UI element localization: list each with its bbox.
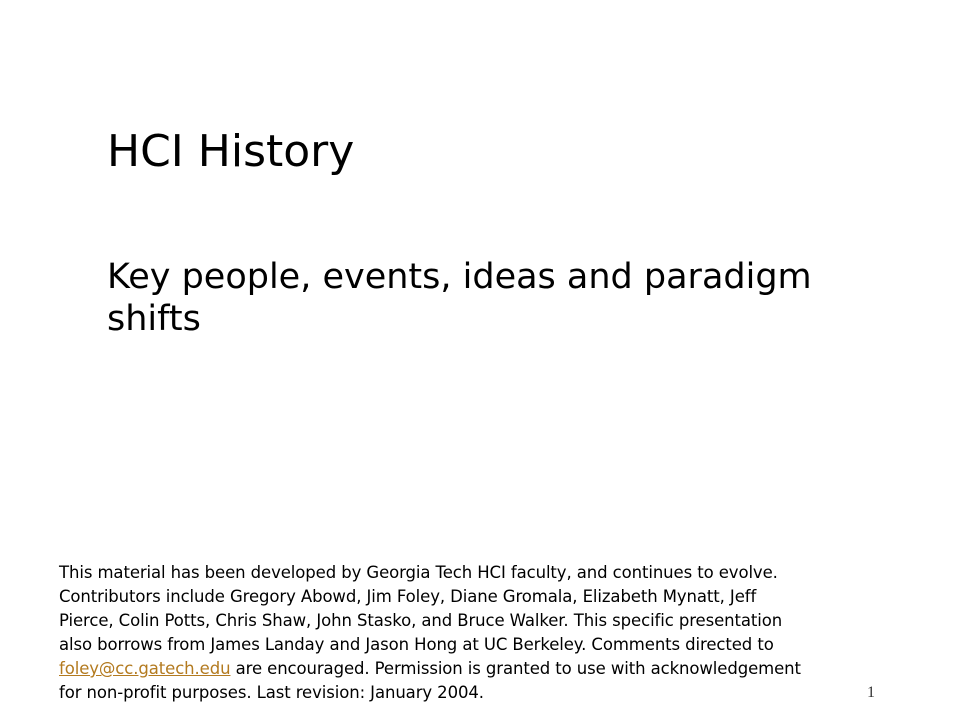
credits-line: for non-profit purposes. Last revision: January 2004. — [59, 683, 484, 702]
credits-line — [59, 657, 919, 681]
credits-text: are encouraged. Permission is granted to use with acknowledgement — [230, 659, 801, 678]
slide-number: 1 — [867, 684, 875, 701]
credits-line: also borrows from James Landay and Jason Hong at UC Berkeley. Comments directed to — [59, 635, 774, 654]
slide-subtitle: Key people, events, ideas and paradigm shifts — [107, 257, 812, 339]
credits-line: Contributors include Gregory Abowd, Jim Foley, Diane Gromala, Elizabeth Mynatt, Jeff — [59, 587, 757, 606]
credits-paragraph — [59, 561, 919, 705]
slide-title: HCI History — [107, 126, 355, 177]
credits-line: Pierce, Colin Potts, Chris Shaw, John Stasko, and Bruce Walker. This specific presentation — [59, 611, 783, 630]
credits-line: This material has been developed by Georgia Tech HCI faculty, and continues to evolve. — [59, 563, 778, 582]
email-link[interactable]: foley@cc.gatech.edu — [59, 659, 231, 678]
